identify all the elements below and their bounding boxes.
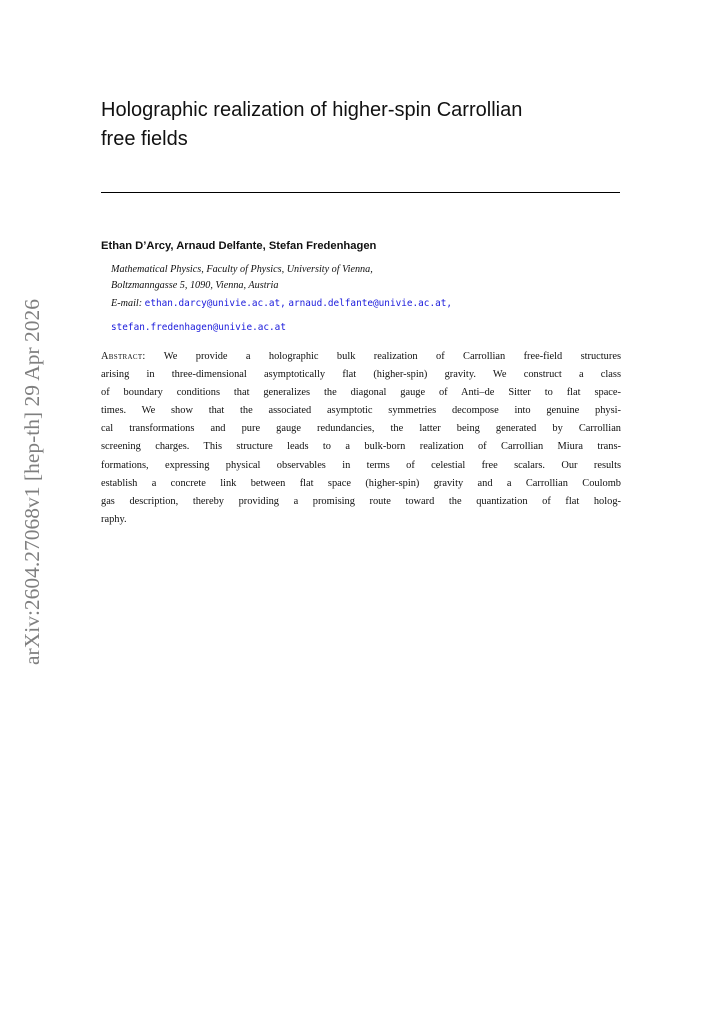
email-label: E-mail: [111, 298, 143, 309]
email-separator: , [280, 298, 286, 309]
author-list: Ethan D’Arcy, Arnaud Delfante, Stefan Fredenhagen [101, 240, 377, 252]
abstract-line: gas description, thereby providing a promising route toward the quantization of flat holog- [101, 495, 621, 507]
abstract-line [101, 348, 621, 366]
abstract-line: establish a concrete link between flat space (higher-spin) gravity and a Carrollian Coulomb [101, 477, 621, 489]
arxiv-stamp: arXiv:2604.27068v1 [hep-th] 29 Apr 2026 [20, 298, 44, 665]
affiliation-line-1: Mathematical Physics, Faculty of Physics, University of Vienna, [111, 264, 373, 275]
abstract-line: formations, expressing physical observables in terms of celestial free scalars. Our results [101, 459, 621, 471]
affiliation-line-2: Boltzmanngasse 5, 1090, Vienna, Austria [111, 280, 279, 291]
title-line-2: free fields [101, 128, 188, 150]
abstract-line: screening charges. This structure leads to a bulk-born realization of Carrollian Miura trans- [101, 441, 621, 453]
abstract-line: cal transformations and pure gauge redundancies, the latter being generated by Carrollian [101, 423, 621, 435]
abstract [101, 348, 621, 529]
abstract-line: of boundary conditions that generalizes the diagonal gauge of Anti–de Sitter to flat space- [101, 387, 621, 399]
title-line-1: Holographic realization of higher-spin Carrollian [101, 99, 523, 121]
email-link-fredenhagen[interactable]: stefan.fredenhagen@univie.ac.at [111, 322, 286, 333]
paper-title [101, 96, 621, 154]
email-link-delfante[interactable]: arnaud.delfante@univie.ac.at [288, 298, 447, 309]
email-link-darcy[interactable]: ethan.darcy@univie.ac.at [144, 298, 281, 309]
abstract-label: Abstract: [101, 351, 146, 362]
abstract-line: times. We show that the associated asymptotic symmetries decompose into genuine physi- [101, 405, 621, 417]
email-line [111, 298, 452, 309]
title-rule [101, 192, 620, 193]
abstract-line-text: We provide a holographic bulk realization of Carrollian free-field structures [145, 351, 621, 362]
email-separator: , [446, 298, 453, 309]
abstract-line: arising in three-dimensional asymptotically flat (higher-spin) gravity. We construct a class [101, 369, 621, 381]
email-line-2 [111, 317, 286, 335]
abstract-line: raphy. [101, 513, 127, 525]
